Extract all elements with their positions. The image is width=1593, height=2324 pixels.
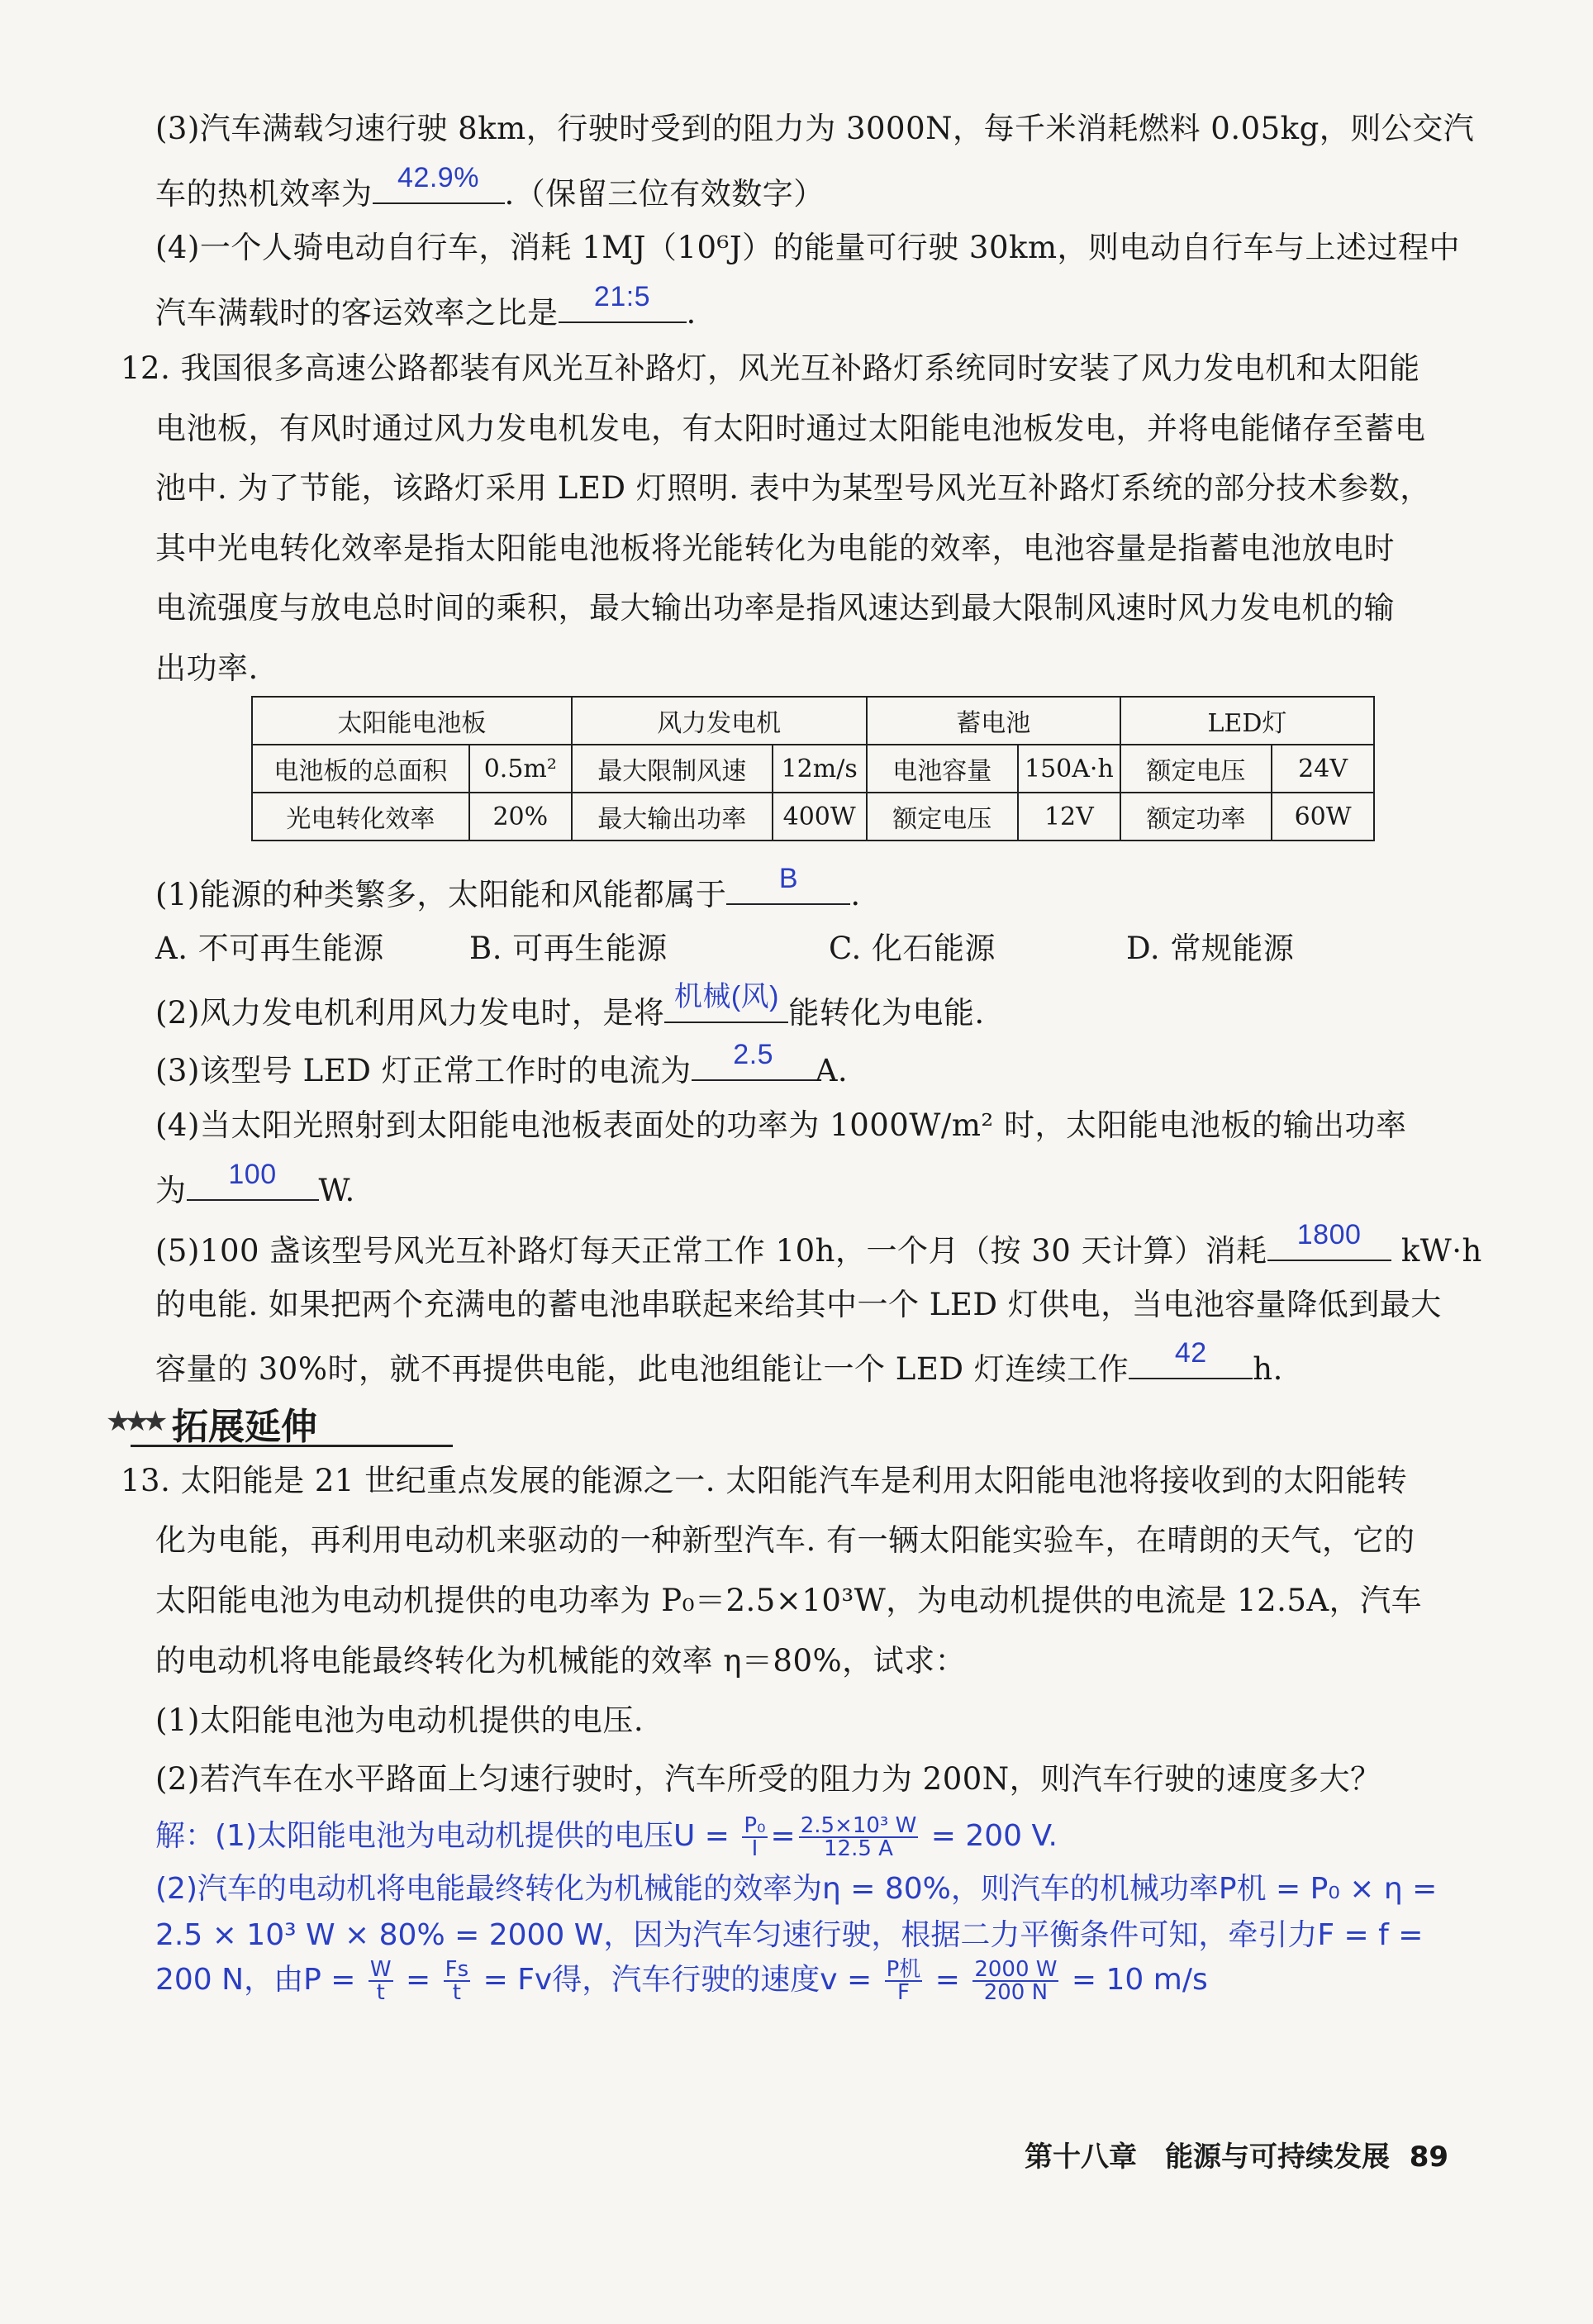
answer-blank[interactable] (664, 981, 788, 1023)
handwritten-answer: B (778, 863, 799, 894)
table-cell: 20% (469, 793, 572, 841)
q12-sub4-suffix: W. (318, 1173, 355, 1208)
table-row (252, 745, 1374, 793)
q11-part3-text: 车的热机效率为 (155, 176, 373, 212)
q11-part4-suffix: . (686, 295, 697, 331)
fraction (799, 1815, 919, 1860)
table-cell: 60W (1272, 793, 1374, 841)
table-cell: 最大输出功率 (572, 793, 773, 841)
q12-sub5-suffix: h. (1253, 1351, 1283, 1387)
denominator: t (452, 1980, 461, 2005)
table-cell: 光电转化效率 (252, 793, 469, 841)
answer-blank[interactable] (373, 162, 505, 204)
numerator: 2000 W (974, 1957, 1058, 1982)
numerator: P₀ (744, 1813, 766, 1838)
numerator: W (369, 1957, 392, 1982)
chapter-title: 第十八章 能源与可持续发展 (1025, 2141, 1390, 2174)
table-cell: 150A·h (1018, 745, 1120, 793)
q12-line5: 电流强度与放电总时间的乘积，最大输出功率是指风速达到最大限制风速时风力发电机的输 (155, 590, 1395, 626)
solution-line4 (155, 1959, 1208, 2003)
denominator: t (376, 1980, 385, 2005)
q12-sub2-suffix: 能转化为电能. (788, 995, 985, 1031)
section-header (106, 1397, 354, 1446)
q12-sub5-line3 (155, 1337, 1283, 1389)
solution-line1 (155, 1815, 1058, 1860)
handwritten-answer: 100 (228, 1159, 277, 1190)
q12-sub4-line2 (155, 1159, 355, 1211)
q12-sub2-text: (2)风力发电机利用风力发电时，是将 (155, 995, 665, 1031)
table-cell: 12m/s (773, 745, 867, 793)
answer-blank[interactable] (1267, 1219, 1391, 1261)
solution-text: = (396, 1963, 440, 1997)
q13-line4: 的电动机将电能最终转化为机械能的效率 η＝80%，试求： (155, 1643, 967, 1679)
q12-sub5-text: 容量的 30%时，就不再提供电能，此电池组能让一个 LED 灯连续工作 (155, 1351, 1129, 1387)
q12-sub5-text: (5)100 盏该型号风光互补路灯每天正常工作 10h，一个月（按 30 天计算）消耗 (155, 1233, 1267, 1269)
q13-line1: 13. 太阳能是 21 世纪重点发展的能源之一. 太阳能汽车是利用太阳能电池将接收到的太阳能转 (121, 1463, 1408, 1498)
solution-text: = 200 V. (921, 1819, 1058, 1853)
section-title: 拓展延伸 (172, 1406, 317, 1448)
table-cell: 400W (773, 793, 867, 841)
q13-sub1: (1)太阳能电池为电动机提供的电压. (155, 1703, 644, 1738)
table-cell: 额定功率 (1120, 793, 1272, 841)
q11-part3-suffix: .（保留三位有效数字） (504, 176, 825, 212)
table-header: 风力发电机 (572, 697, 867, 745)
solution-text: = (925, 1963, 970, 1997)
q11-part4-line2 (155, 281, 697, 333)
q12-line6: 出功率. (155, 650, 259, 686)
q12-line3: 池中. 为了节能，该路灯采用 LED 灯照明. 表中为某型号风光互补路灯系统的部分技术参数， (155, 470, 1431, 506)
option-a[interactable]: A. 不可再生能源 (155, 931, 384, 966)
denominator: 200 N (983, 1980, 1049, 2005)
table-header: 蓄电池 (867, 697, 1120, 745)
q12-sub4-line1: (4)当太阳光照射到太阳能电池板表面处的功率为 1000W/m² 时，太阳能电池板的输出功率 (155, 1107, 1407, 1143)
stars-icon: ★★★ (106, 1405, 162, 1438)
option-b[interactable]: B. 可再生能源 (469, 931, 668, 966)
q12-sub5-unit: kW·h (1400, 1233, 1482, 1269)
q13-sub2: (2)若汽车在水平路面上匀速行驶时，汽车所受的阻力为 200N，则汽车行驶的速度多大？ (155, 1761, 1381, 1797)
q12-sub5-line2: 的电能. 如果把两个充满电的蓄电池串联起来给其中一个 LED 灯供电，当电池容量降低到最大 (155, 1287, 1442, 1322)
answer-blank[interactable] (726, 863, 850, 905)
answer-blank[interactable] (187, 1159, 319, 1201)
option-c[interactable]: C. 化石能源 (829, 931, 996, 966)
table-cell: 电池容量 (867, 745, 1018, 793)
solution-line3: 2.5 × 10³ W × 80% = 2000 W，因为汽车匀速行驶，根据二力平衡条件可知，牵引力F = f = (155, 1918, 1424, 1952)
table-cell: 电池板的总面积 (252, 745, 469, 793)
q12-line4: 其中光电转化效率是指太阳能电池板将光能转化为电能的效率，电池容量是指蓄电池放电时 (155, 531, 1395, 566)
fraction (444, 1959, 471, 2003)
q12-sub1-text: (1)能源的种类繁多，太阳能和风能都属于 (155, 877, 727, 912)
handwritten-answer: 42.9% (397, 162, 479, 193)
table-cell: 额定电压 (867, 793, 1018, 841)
table-row (252, 793, 1374, 841)
table-cell: 12V (1018, 793, 1120, 841)
fraction (885, 1959, 923, 2003)
section-underline (131, 1445, 453, 1447)
q13-line3: 太阳能电池为电动机提供的电功率为 P₀＝2.5×10³W，为电动机提供的电流是 12.5A，汽车 (155, 1583, 1423, 1618)
table-header: 太阳能电池板 (252, 697, 572, 745)
numerator: 2.5×10³ W (800, 1813, 917, 1838)
numerator: P机 (886, 1957, 921, 1982)
q11-part4-text: 汽车满载时的客运效率之比是 (155, 295, 559, 331)
solution-line2: (2)汽车的电动机将电能最终转化为机械能的效率为η = 80%，则汽车的机械功率P机 = P₀ × η = (155, 1872, 1438, 1906)
table-cell: 最大限制风速 (572, 745, 773, 793)
option-d[interactable]: D. 常规能源 (1126, 931, 1295, 966)
handwritten-answer: 2.5 (733, 1039, 774, 1070)
q12-line2: 电池板，有风时通过风力发电机发电，有太阳时通过太阳能电池板发电，并将电能储存至蓄电 (155, 411, 1426, 446)
denominator: I (751, 1836, 758, 1861)
denominator: F (896, 1980, 910, 2005)
handwritten-answer: 21:5 (593, 281, 651, 312)
q12-sub5-line1 (155, 1219, 1482, 1271)
q12-line1: 12. 我国很多高速公路都装有风光互补路灯，风光互补路灯系统同时安装了风力发电机和太阳能 (121, 350, 1420, 386)
q12-sub3 (155, 1039, 849, 1091)
q12-sub2 (155, 981, 985, 1033)
q11-part3-line1: (3)汽车满载匀速行驶 8km，行驶时受到的阻力为 3000N，每千米消耗燃料 0.05kg，则公交汽 (155, 111, 1475, 146)
handwritten-answer: 机械(风) (673, 981, 779, 1012)
q12-sub3-suffix: A. (815, 1053, 849, 1088)
handwritten-answer: 42 (1174, 1337, 1207, 1369)
solution-text: = (770, 1819, 796, 1853)
parameters-table (251, 696, 1375, 841)
q12-sub4-text: 为 (155, 1173, 187, 1208)
table-cell: 0.5m² (469, 745, 572, 793)
page-footer (1025, 2134, 1448, 2174)
table-cell: 额定电压 (1120, 745, 1272, 793)
solution-text: 200 N，由P = (155, 1963, 365, 1997)
answer-blank[interactable] (692, 1039, 816, 1081)
q12-sub1 (155, 863, 861, 915)
solution-text: = Fv得，汽车行驶的速度v = (473, 1963, 882, 1997)
page-number: 89 (1409, 2141, 1449, 2174)
table-header: LED灯 (1120, 697, 1374, 745)
solution-text: 解：(1)太阳能电池为电动机提供的电压U = (155, 1819, 739, 1853)
fraction (369, 1959, 393, 2003)
q11-part3-line2 (155, 162, 825, 214)
q12-sub1-suffix: . (850, 877, 861, 912)
handwritten-answer: 1800 (1296, 1219, 1362, 1250)
answer-blank[interactable] (1129, 1337, 1253, 1379)
q11-part4-line1: (4)一个人骑电动自行车，消耗 1MJ（10⁶J）的能量可行驶 30km，则电动自行车与上述过程中 (155, 230, 1461, 265)
denominator: 12.5 A (824, 1836, 893, 1861)
q12-sub3-text: (3)该型号 LED 灯正常工作时的电流为 (155, 1053, 692, 1088)
fraction (972, 1959, 1058, 2003)
table-cell: 24V (1272, 745, 1374, 793)
q13-line2: 化为电能，再利用电动机来驱动的一种新型汽车. 有一辆太阳能实验车，在晴朗的天气，它的 (155, 1522, 1415, 1558)
numerator: Fs (445, 1957, 469, 1982)
solution-text: = 10 m/s (1062, 1963, 1208, 1997)
answer-blank[interactable] (559, 281, 687, 323)
table-header-row (252, 697, 1374, 745)
fraction (742, 1815, 767, 1860)
